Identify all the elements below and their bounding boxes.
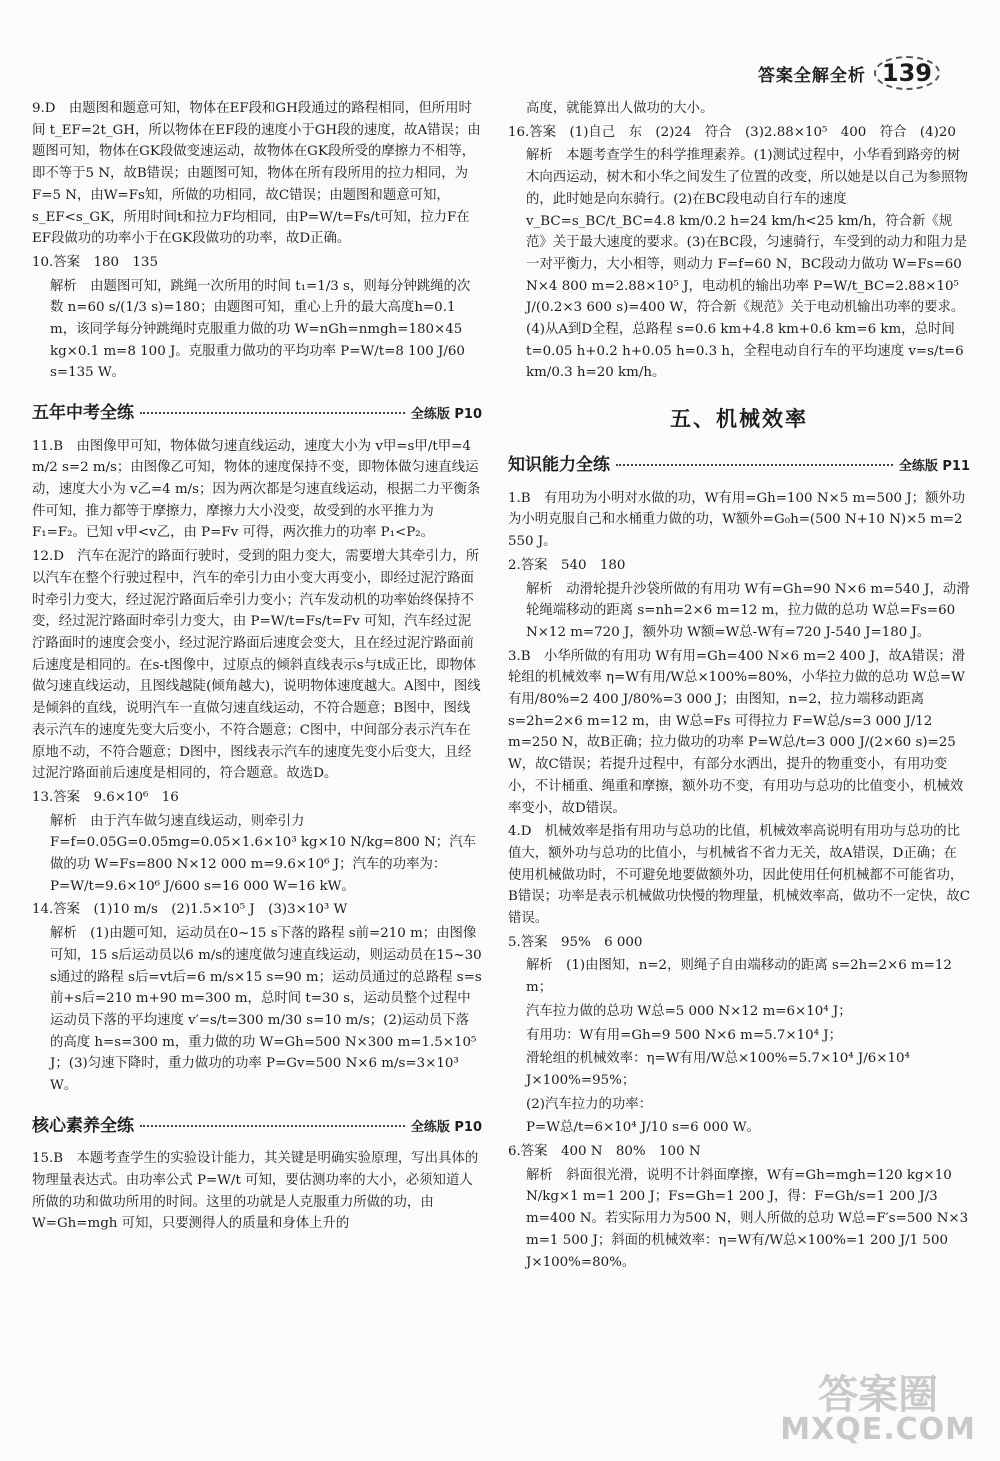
answer-2-analysis: 解析 动滑轮提升沙袋所做的有用功 W有=Gh=90 N×6 m=540 J，动滑轮绳端移动的距离 s=nh=2×6 m=12 m，拉力做的总功 W总=Fs=60 N×12 m=720 J，额外功 W额=W总-W有=720 J-540 J=180 J。 — [526, 581, 970, 640]
answer-4: 4.D 机械效率是指有用功与总功的比值，机械效率高说明有用功与总功的比值大，额外功与总功的比值小，与机械省不省力无关，故A错误，D正确；在使用机械做功时，不可避免地要做额外功，因此使用任何机械都不可能省功，B错误；功率是表示机械做功快慢的物理量，机械效率高，做功不一定快，故C错误。 — [508, 824, 970, 927]
header-title: 答案全解全析 — [757, 65, 866, 86]
section-version: 全练版 P10 — [410, 407, 482, 423]
answer-10-result: 10.答案 180 135 — [32, 254, 158, 270]
answer-13-analysis: 解析 由于汽车做匀速直线运动，则牵引力 F=f=0.05G=0.05mg=0.05×1.6×10³ kg×10 N/kg=800 N；汽车做的功 W=Fs=800 N×12 000 m=9.6×10⁶ J；汽车的功率为：P=W/t=9.6×10⁶ J/600 s=16 000 W=16 kW。 — [50, 813, 476, 894]
answer-10-analysis: 解析 由题图可知，跳绳一次所用的时间 t₁=1/3 s，则每分钟跳绳的次数 n=60 s/(1/3 s)=180；由题图可知，重心上升的最大高度h=0.1 m，该同学每分钟跳绳时克服重力做的功 W=nGh=nmgh=180×45 kg×0.1 m=8 100 J。克服重力做功的平均功率 P=W/t=8 100 J/60 s=135 W。 — [50, 278, 471, 381]
answer-12: 12.D 汽车在泥泞的路面行驶时，受到的阻力变大，需要增大其牵引力，所以汽车在整个行驶过程中，汽车的牵引力由小变大再变小，即经过泥泞路面时牵引力变大，经过泥泞路面后牵引力变小；汽车发动机的功率始终保持不变，经过泥泞路面时牵引力变大，由 P=W/t=Fs/t=Fv 可知，汽车经过泥泞路面时的速度会变小，经过泥泞路面后速度会变大，且在经过泥泞路面前后速度是相同的。在s-t图像中，过原点的倾斜直线表示s与t成正比，即物体做匀速直线运动，且图线越陡(倾角越大)，说明物体速度越大。A图中，图线是倾斜的直线，说明汽车一直做匀速直线运动，不符合题意；B图中，图线表示汽车的速度先变大后变小，不符合题意；C图中，中间部分表示汽车在原地不动，不符合题意；D图中，图线表示汽车的速度先变小后变大，且经过泥泞路面前后速度是相同的，符合题意。故选D。 — [32, 549, 481, 782]
watermark-url: MXQE.COM — [780, 1412, 976, 1447]
section-version: 全练版 P11 — [898, 459, 970, 475]
page-header — [758, 56, 940, 90]
page-number: 139 — [874, 56, 940, 90]
answer-14-analysis: 解析 (1)由题可知，运动员在0~15 s下落的路程 s前=210 m；由图像可知，15 s后运动员以6 m/s的速度做匀速直线运动，则运动员在15~30 s通过的路程 s后=vt后=6 m/s×15 s=90 m；运动员通过的总路程 s=s前+s后=210 m+90 m=300 m，总时间 t=30 s，运动员整个过程中运动员下落的平均速度 v′=s/t=300 m/30 s=10 m/s；(2)运动员下落的高度 h=s=300 m，重力做的功 W=Gh=500 N×300 m=1.5×10⁵ J；(3)匀速下降时，重力做功的功率 P=Gv=500 N×6 m/s=3×10³ W。 — [50, 926, 482, 1094]
answer-11: 11.B 由图像甲可知，物体做匀速直线运动，速度大小为 v甲=s甲/t甲=4 m/2 s=2 m/s；由图像乙可知，物体的速度保持不变，即物体做匀速直线运动，速度大小为 v乙=4 m/s；因为两次都是匀速直线运动，根据二力平衡条件可知，推力都等于摩擦力，摩擦力大小没变，故受到的水平推力为F₁=F₂。已知 v甲<v乙，由 P=Fv 可得，两次推力的功率 P₁<P₂。 — [32, 438, 481, 541]
section-dotted-rule — [140, 412, 405, 414]
section-header-knowledge — [508, 452, 970, 480]
section-dotted-rule — [140, 1125, 405, 1127]
answer-16-result: 16.答案 (1)自己 东 (2)24 符合 (3)2.88×10⁵ 400 符合 (4)20 — [508, 124, 956, 140]
answer-14-result: 14.答案 (1)10 m/s (2)1.5×10⁵ J (3)3×10³ W — [32, 902, 348, 918]
section-title: 核心素养全练 — [32, 1115, 134, 1136]
answer-6-result: 6.答案 400 N 80% 100 N — [508, 1144, 701, 1160]
answer-5-line: (2)汽车拉力的功率： — [526, 1096, 653, 1112]
watermark-logo — [780, 1372, 976, 1447]
answer-5-line: P=W总/t=6×10⁴ J/10 s=6 000 W。 — [526, 1120, 760, 1136]
answer-3: 3.B 小华所做的有用功 W有用=Gh=400 N×6 m=2 400 J，故A错误；滑轮组的机械效率 η=W有用/W总×100%=80%，小华拉力做的总功 W总=W有用/80%=2 400 J/80%=3 000 J；由图知，n=2，拉力端移动距离 s=2h=2×6 m=12 m，由 W总=Fs 可得拉力 F=W总/s=3 000 J/12 m=250 N，故B正确；拉力做功的功率 P=W总/t=3 000 J/(2×60 s)=25 W，故C错误；若提升过程中，有部分水洒出，提升的物重变小，有用功变小，不计桶重、绳重和摩擦，额外功不变，有用功与总功的比值变小，机械效率变小，故D错误。 — [508, 648, 966, 816]
chapter-title: 五、机械效率 — [670, 407, 808, 432]
answer-13-result: 13.答案 9.6×10⁶ 16 — [32, 789, 179, 805]
answer-5-analysis: 解析 (1)由图知，n=2，则绳子自由端移动的距离 s=2h=2×6 m=12 m； — [526, 958, 952, 996]
section-header-core-literacy — [32, 1113, 482, 1141]
answer-16-analysis: 解析 本题考查学生的科学推理素养。(1)测试过程中，小华看到路旁的树木向西运动，树木和小华之间发生了位置的改变，所以她是以自己为参照物的，此时她是向东骑行。(2)在BC段电动自行车的速度 v_BC=s_BC/t_BC=4.8 km/0.2 h=24 km/h<25 km/h，符合新《规范》关于最大速度的要求。(3)在BC段，匀速骑行，车受到的动力和阻力是一对平衡力，大小相等，则动力 F=f=60 N，BC段动力做功 W=Fs=60 N×4 800 m=2.88×10⁵ J，电动机的输出功率 P=W/t_BC=2.88×10⁵ J/(0.2×3 600 s)=400 W，符合新《规范》关于电动机输出功率的要求。(4)从A到D全程，总路程 s=0.6 km+4.8 km+0.6 km=6 km，总时间 t=0.05 h+0.2 h+0.05 h=0.3 h，全程电动自行车的平均速度 v=s/t=6 km/0.3 h=20 km/h。 — [526, 148, 968, 381]
answer-9: 9.D 由题图和题意可知，物体在EF段和GH段通过的路程相同，但所用时间 t_EF=2t_GH，所以物体在EF段的速度小于GH段的速度，故A错误；由题图可知，物体在GK段做变速运动，故物体在GK段所受的摩擦力不相等，即不等于5 N，故B错误；由题图可知，物体在所有段所用的拉力相同，为F=5 N，由W=Fs知，所做的功相同，故C错误；由题图和题意可知，s_EF<s_GK，所用时间t和拉力F均相同，由P=W/t=Fs/t可知，拉力F在EF段做功的功率小于在GK段做功的功率，故D正确。 — [32, 101, 481, 247]
section-title: 五年中考全练 — [32, 403, 134, 424]
watermark-text: 答案圈 — [818, 1372, 939, 1418]
section-title: 知识能力全练 — [508, 455, 610, 476]
left-column — [32, 98, 482, 1237]
answer-5-line: 有用功：W有用=Gh=9 500 N×6 m=5.7×10⁴ J； — [526, 1027, 843, 1043]
section-dotted-rule — [616, 464, 893, 466]
answer-15-continued: 高度，就能算出人做功的大小。 — [526, 101, 714, 116]
section-header-five-year — [32, 400, 482, 428]
answer-1: 1.B 有用功为小明对水做的功，W有用=Gh=100 N×5 m=500 J；额外功为小明克服自己和水桶重力做的功，W额外=G₀h=(500 N+10 N)×5 m=2 550 J。 — [508, 490, 966, 550]
answer-15: 15.B 本题考查学生的实验设计能力，其关键是明确实验原理，写出具体的物理量表达式。由功率公式 P=W/t 可知，要估测功率的大小，必须知道人所做的功和做功所用的时间。这里的功就是人克服重力所做的功，由 W=Gh=mgh 可知，只要测得人的质量和身体上升的 — [32, 1151, 479, 1232]
answer-6-analysis: 解析 斜面很光滑，说明不计斜面摩擦，W有=Gh=mgh=120 kg×10 N/kg×1 m=1 200 J；Fs=Gh=1 200 J，得：F=Gh/s=1 200 J/3 m=400 N。若实际用力为500 N，则人所做的总功 W总=F′s=500 N×3 m=1 500 J；斜面的机械效率：η=W有/W总×100%=1 200 J/1 500 J×100%=80%。 — [526, 1167, 969, 1270]
right-column — [508, 98, 970, 1275]
answer-5-line: 汽车拉力做的总功 W总=5 000 N×12 m=6×10⁴ J； — [526, 1003, 852, 1019]
section-version: 全练版 P10 — [410, 1119, 482, 1135]
answer-5-result: 5.答案 95% 6 000 — [508, 934, 643, 950]
answer-2-result: 2.答案 540 180 — [508, 557, 626, 573]
answer-5-line: 滑轮组的机械效率：η=W有用/W总×100%=5.7×10⁴ J/6×10⁴ J×100%=95%； — [526, 1051, 910, 1088]
